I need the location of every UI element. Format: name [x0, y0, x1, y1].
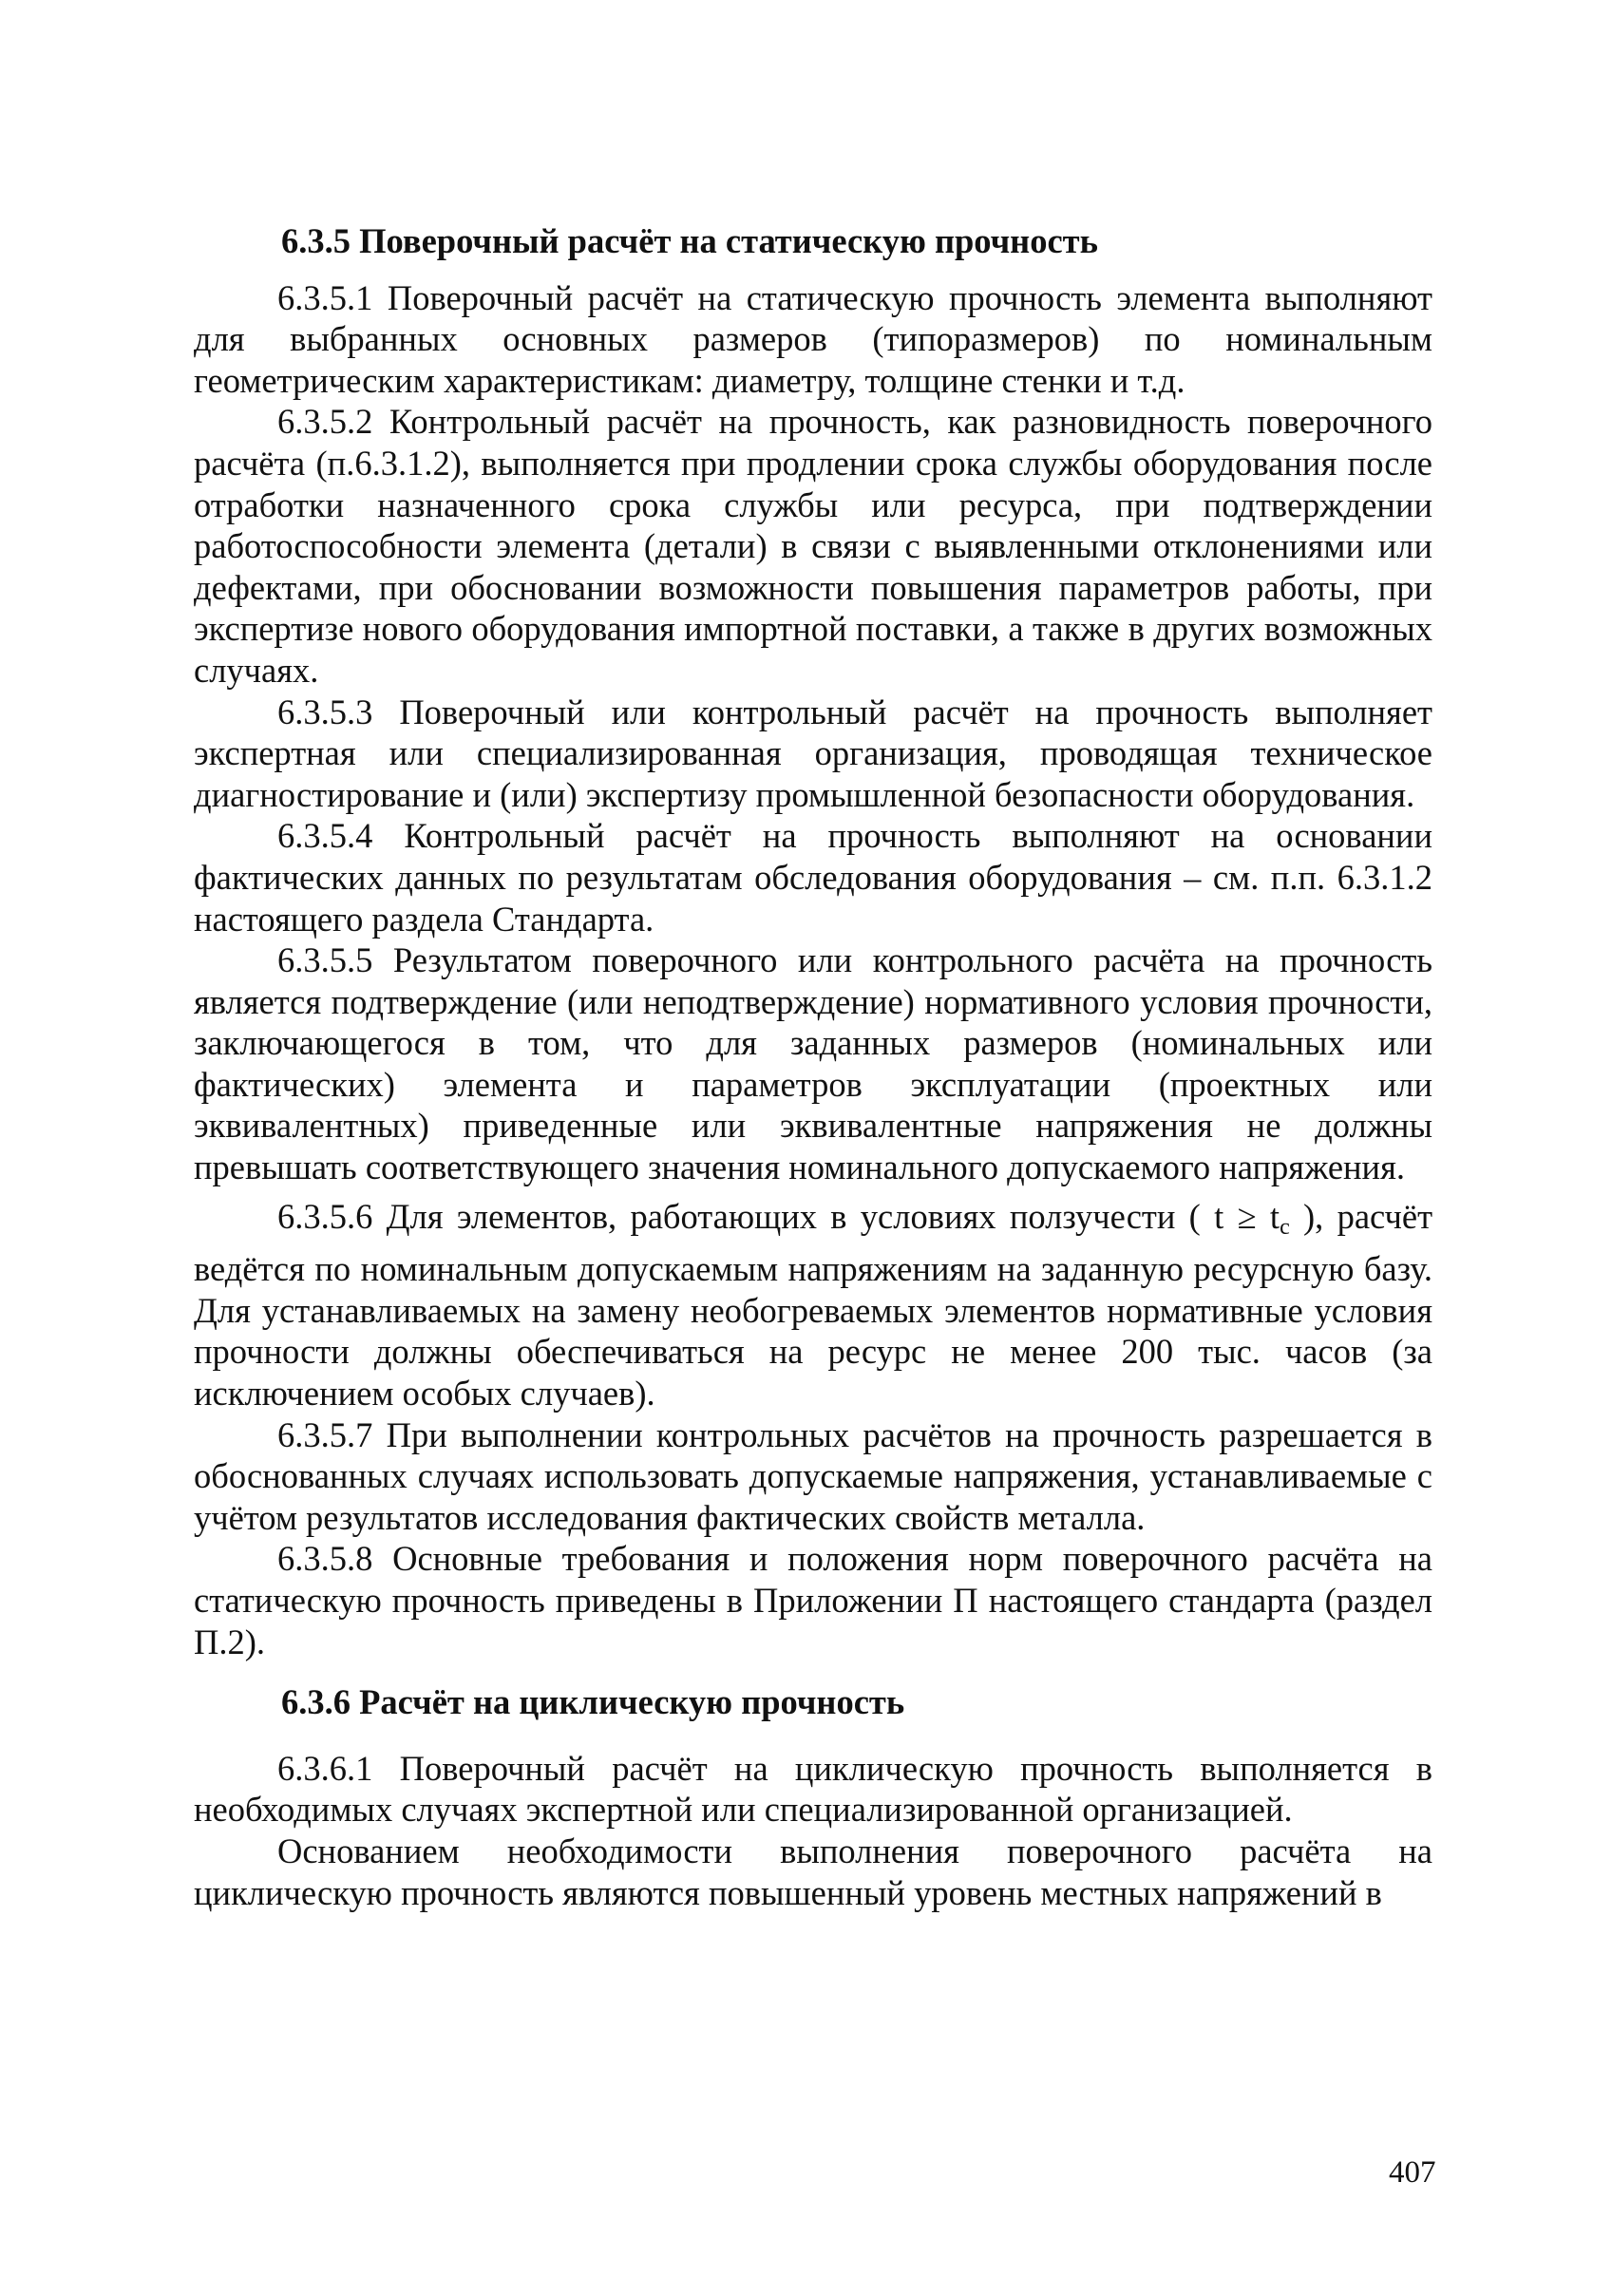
paragraph-6-3-5-3: 6.3.5.3 Поверочный или контрольный расчёт на прочность выполняет экспертная или специализированная организация, проводящая техническое диагностирование и (или) экспертизу промышленной безопасности оборудования.	[194, 692, 1432, 814]
formula-ge-sign: ≥	[1237, 1196, 1257, 1236]
paragraph-6-3-5-1: 6.3.5.1 Поверочный расчёт на статическую прочность элемента выполняют для выбранных основных размеров (типоразмеров) по номинальным геометрическим характеристикам: диаметру, толщине стенки и т.д.	[194, 277, 1432, 400]
paragraph-6-3-5-6-end: ), расчёт ведётся по номинальным допускаемым напряжениям на заданную ресурсную базу. Для устанавливаемых на замену необогреваемых элементов нормативные условия прочности должны обеспечиваться на ресурс не менее 200 тыс. часов (за исключением особых случаев).	[194, 1196, 1433, 1414]
paragraph-6-3-5-7: 6.3.5.7 При выполнении контрольных расчётов на прочность разрешается в обоснованных случаях использовать допускаемые напряжения, устанавливаемые с учётом результатов исследования фактических свойств металла.	[194, 1414, 1432, 1537]
paragraph-6-3-5-6	[194, 1196, 1432, 1414]
paragraph-6-3-5-2: 6.3.5.2 Контрольный расчёт на прочность, как разновидность поверочного расчёта (п.6.3.1.2), выполняется при продлении срока службы оборудования после отработки назначенного срока службы или ресурса, при подтверждении работоспособности элемента (детали) в связи с выявленными отклонениями или дефектами, при обосновании возможности повышения параметров работы, при экспертизе нового оборудования импортной поставки, а также в других возможных случаях.	[194, 402, 1432, 690]
paragraph-6-3-5-5: 6.3.5.5 Результатом поверочного или контрольного расчёта на прочность является подтверждение (или неподтверждение) нормативного условия прочности, заключающегося в том, что для заданных размеров (номинальных или фактических) элемента и параметров эксплуатации (проектных или эквивалентных) приведенные или эквивалентные напряжения не должны превышать соответствующего значения номинального допускаемого напряжения.	[194, 940, 1432, 1187]
paragraph-6-3-6-basis: Основанием необходимости выполнения поверочного расчёта на циклическую прочность являются повышенный уровень местных напряжений в	[194, 1831, 1432, 1912]
paragraph-6-3-5-4: 6.3.5.4 Контрольный расчёт на прочность выполняют на основании фактических данных по результатам обследования оборудования – см. п.п. 6.3.1.2 настоящего раздела Стандарта.	[194, 816, 1432, 939]
paragraph-6-3-5-6-start: 6.3.5.6 Для элементов, работающих в условиях ползучести (	[277, 1196, 1201, 1236]
page-content	[194, 220, 1432, 1913]
paragraph-6-3-5-8: 6.3.5.8 Основные требования и положения норм поверочного расчёта на статическую прочность приведены в Приложении П настоящего стандарта (раздел П.2).	[194, 1539, 1432, 1661]
section-heading-6-3-6: 6.3.6 Расчёт на циклическую прочность	[281, 1682, 905, 1722]
page-number: 407	[1389, 2155, 1436, 2190]
section-heading-6-3-5: 6.3.5 Поверочный расчёт на статическую прочность	[281, 221, 1098, 260]
formula-subscript-c: c	[1280, 1214, 1290, 1240]
formula-t: t	[1214, 1196, 1224, 1236]
formula-tc: t	[1269, 1196, 1280, 1236]
paragraph-6-3-6-1: 6.3.6.1 Поверочный расчёт на циклическую прочность выполняется в необходимых случаях экспертной или специализированной организацией.	[194, 1748, 1432, 1830]
creep-condition-formula	[1201, 1196, 1303, 1240]
